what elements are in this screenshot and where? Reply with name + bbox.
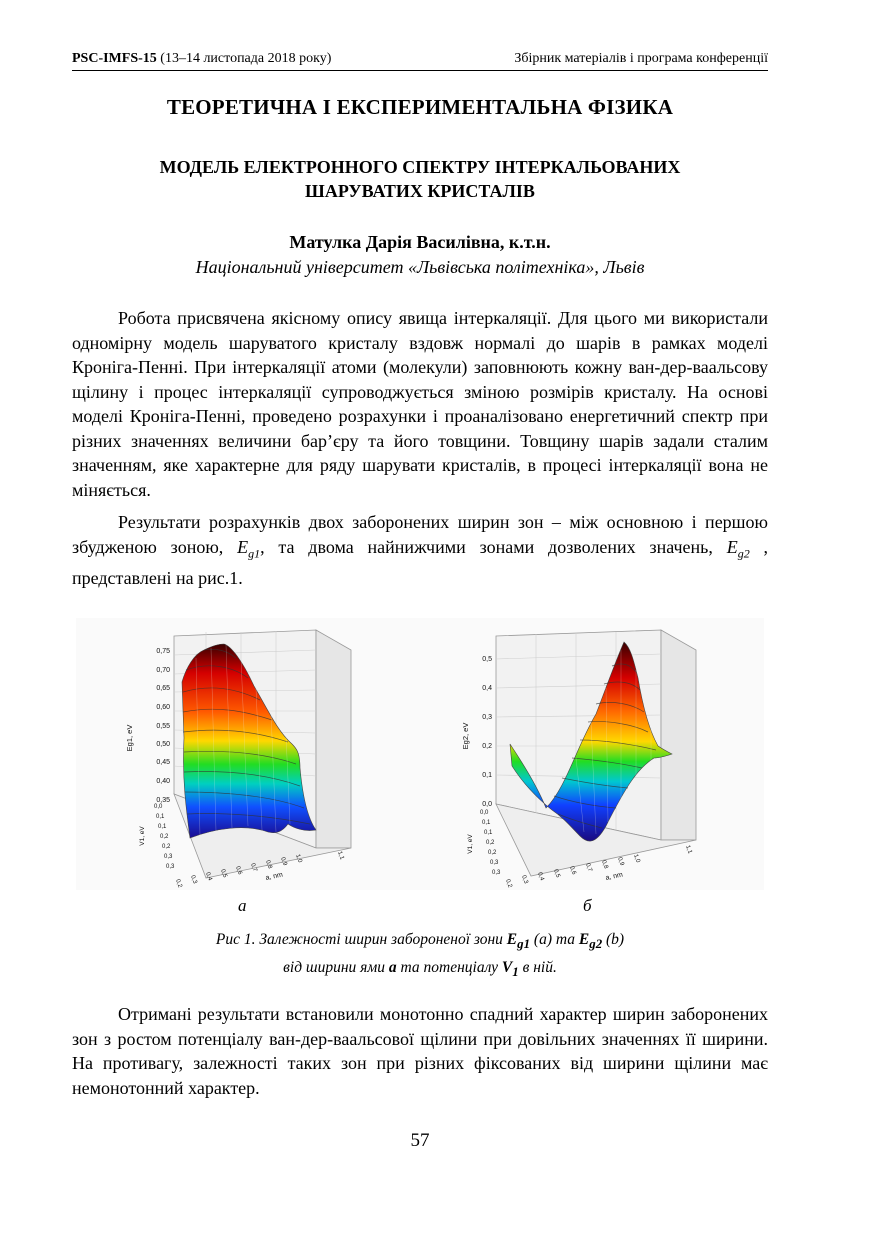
plot-a-ytick: 0,60 <box>156 704 170 711</box>
author: Матулка Дарія Василівна, к.т.н. <box>289 232 551 252</box>
caption-line-1: Рис 1. Залежності ширин забороненої зони $E_{g1}$ (a) та $E_{g2}$ (b) <box>215 931 625 952</box>
conference-code: PSC-IMFS-15 <box>72 51 157 66</box>
conference-dates: (13–14 листопада 2018 року) <box>160 51 332 66</box>
caption-symbol-eg2: $E_{g2}$ <box>578 931 603 952</box>
plot-b-xtick: 0,5 <box>552 868 561 879</box>
plot-b-zlabel: V1, eV <box>467 834 474 854</box>
plot-b-ztick: 0,1 <box>484 830 493 836</box>
plot-a-ytick: 0,40 <box>156 778 170 785</box>
running-header <box>72 50 768 71</box>
plot-b-ytick: 0,5 <box>482 656 492 663</box>
plot-a-ztick: 0,1 <box>156 814 165 820</box>
plot-a-xtick: 0,2 <box>174 878 183 889</box>
plot-b-z-ticks <box>480 810 501 876</box>
paragraph-2-part-a: Результати розрахунків двох заборонених ширин зон – між основною і першою збудженою зоною, <box>72 512 768 557</box>
collection-title: Збірник матеріалів і програма конференції <box>514 51 768 66</box>
plot-b-xtick: 0,8 <box>600 859 609 870</box>
plot-b <box>461 630 696 889</box>
plot-b-xtick: 0,9 <box>616 856 625 867</box>
plot-a-xtick: 1,1 <box>336 850 345 861</box>
caption-line-2: від ширини ями a та потенціалу $V_1$ в ній. <box>283 959 557 980</box>
panel-label-a: а <box>238 896 247 915</box>
plot-a <box>125 630 351 889</box>
plot-a-ztick: 0,3 <box>166 864 175 870</box>
plot-b-xtick: 0,3 <box>520 874 529 885</box>
plot-b-xlabel: a, nm <box>604 871 624 882</box>
plot-a-z-ticks <box>154 804 175 870</box>
figure-caption <box>72 928 768 984</box>
plot-a-ylabel: Eg1, eV <box>125 724 134 752</box>
plot-b-xtick: 0,4 <box>536 871 545 882</box>
paper-title-line-2: ШАРУВАТИХ КРИСТАЛІВ <box>305 181 535 201</box>
plot-a-xtick: 0,3 <box>189 874 198 885</box>
plot-a-xtick: 0,7 <box>249 862 258 873</box>
plot-a-xtick: 0,6 <box>234 865 243 876</box>
plot-b-ytick: 0,3 <box>482 714 492 721</box>
plot-a-ztick: 0,0 <box>154 804 163 810</box>
paragraph-2-part-c: , представлені на рис.1. <box>72 536 769 588</box>
plot-a-ytick: 0,50 <box>156 741 170 748</box>
figure-1-svg <box>76 618 764 890</box>
plot-a-xtick: 0,8 <box>264 859 273 870</box>
plot-b-ztick: 0,2 <box>486 840 495 846</box>
paragraph-2-part-b: , та двома найнижчими зонами дозволених значень, <box>260 536 713 557</box>
paper-title-line-1: МОДЕЛЬ ЕЛЕКТРОННОГО СПЕКТРУ ІНТЕРКАЛЬОВАНИХ <box>159 157 681 177</box>
plot-b-side-wall <box>661 630 696 840</box>
plot-b-xtick: 0,6 <box>568 865 577 876</box>
plot-b-ztick: 0,2 <box>488 850 497 856</box>
plot-b-y-ticks <box>482 656 492 808</box>
paper-title <box>72 155 768 203</box>
plot-b-ytick: 0,0 <box>482 801 492 808</box>
plot-b-ztick: 0,3 <box>490 860 499 866</box>
page-number: 57 <box>410 1130 430 1151</box>
plot-a-ytick: 0,65 <box>156 685 170 692</box>
plot-b-xtick: 0,7 <box>584 862 593 873</box>
plot-b-ztick: 0,0 <box>480 810 489 816</box>
plot-a-ytick: 0,75 <box>156 648 170 655</box>
plot-b-ytick: 0,1 <box>482 772 492 779</box>
plot-b-ztick: 0,3 <box>492 870 501 876</box>
plot-a-ytick: 0,45 <box>156 759 170 766</box>
caption-symbol-eg1: $E_{g1}$ <box>506 931 531 952</box>
plot-b-xtick: 0,2 <box>504 878 513 889</box>
symbol-eg1: $E_{g1}$ <box>237 536 261 561</box>
symbol-eg2: $E_{g2}$ <box>726 536 750 561</box>
plot-a-ytick: 0,35 <box>156 797 170 804</box>
plot-b-ytick: 0,4 <box>482 685 492 692</box>
caption-symbol-v1: $V_1$ <box>501 959 519 980</box>
plot-a-xtick: 1,0 <box>294 853 303 864</box>
plot-a-xtick: 0,4 <box>204 871 213 882</box>
affiliation: Національний університет «Львівська політехніка», Львів <box>195 257 645 277</box>
paragraph-2 <box>72 510 768 590</box>
section-title: ТЕОРЕТИЧНА І ЕКСПЕРИМЕНТАЛЬНА ФІЗИКА <box>166 95 674 119</box>
plot-a-zlabel: V1, eV <box>139 826 146 846</box>
plot-a-ytick: 0,70 <box>156 667 170 674</box>
plot-b-xtick: 1,1 <box>684 844 693 855</box>
plot-a-side-wall <box>316 630 351 848</box>
figure-1 <box>76 618 764 890</box>
plot-b-ytick: 0,2 <box>482 743 492 750</box>
paragraph-1: Робота присвячена якісному опису явища інтеркаляції. Для цього ми використали одномірну модель шаруватого кристалу вздовж нормалі до шарів в рамках моделі Кроніга-Пенні. При інтеркаляції атоми (молекули) заповнюють кожну ван-дер-ваальсову щілину і процес інтеркаляції супроводжується зміною розмірів кристалу. На основі моделі Кроніга-Пенні, проведено розрахунки і проаналізовано енергетичний спектр при різних значеннях величини бар’єру та його товщини. Товщину шарів задали сталим значенням, яке характерне для ряду шарувати кристалів, в процесі інтеркаляції вона не міняється. <box>72 308 768 500</box>
plot-b-xtick: 1,0 <box>632 853 641 864</box>
plot-a-ztick: 0,3 <box>164 854 173 860</box>
plot-a-xtick: 0,5 <box>219 868 228 879</box>
plot-a-ztick: 0,2 <box>160 834 169 840</box>
plot-a-y-ticks <box>156 648 170 804</box>
plot-a-ztick: 0,2 <box>162 844 171 850</box>
caption-symbol-a: a <box>388 959 397 977</box>
plot-a-xlabel: a, nm <box>264 871 284 882</box>
panel-label-b: б <box>583 896 592 915</box>
plot-a-xtick: 0,9 <box>279 856 288 867</box>
plot-a-ztick: 0,1 <box>158 824 167 830</box>
paragraph-3: Отримані результати встановили монотонно спадний характер ширин заборонених зон з ростом потенціалу ван-дер-ваальсової щілини при довільних значеннях її ширини. На противагу, залежності таких зон при різних фіксованих від ширини щілини має немонотонний характер. <box>72 1004 768 1098</box>
plot-b-ztick: 0,1 <box>482 820 491 826</box>
header-left <box>72 50 331 68</box>
plot-a-ytick: 0,55 <box>156 723 170 730</box>
plot-b-ylabel: Eg2, eV <box>461 722 470 750</box>
